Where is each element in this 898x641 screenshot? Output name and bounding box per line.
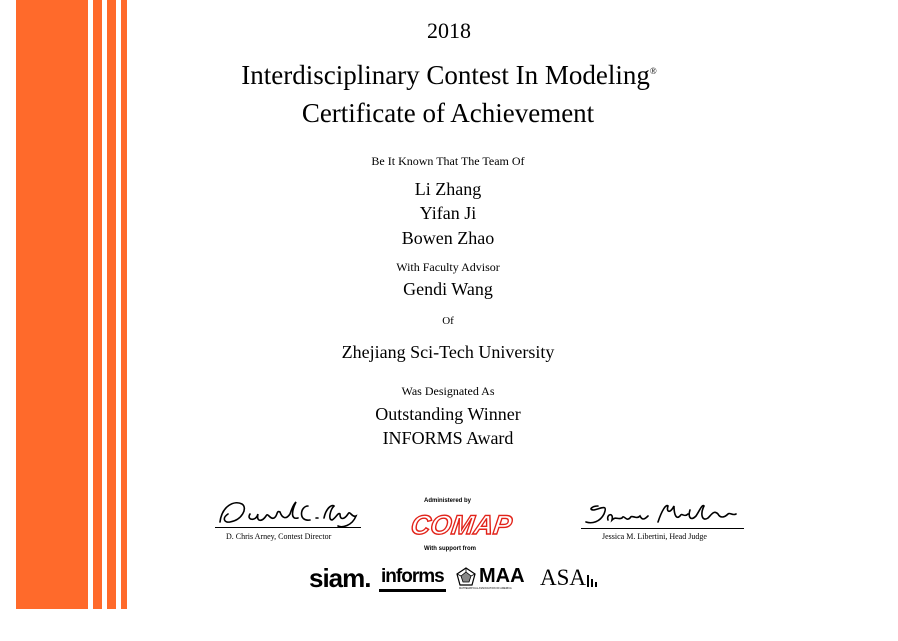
maa-logo-text: MAA: [479, 565, 525, 587]
comap-logo: [409, 505, 514, 541]
asa-logo-text: ASA: [540, 565, 587, 590]
orange-stripe-2: [107, 0, 116, 609]
team-member-3: Bowen Zhao: [401, 228, 495, 248]
team-member-2: Yifan Ji: [419, 203, 477, 223]
administered-by-label: Administered by: [424, 498, 472, 504]
be-it-known-text: Be It Known That The Team Of: [371, 154, 525, 168]
designation: Outstanding Winner: [375, 404, 521, 424]
certificate-year: 2018: [427, 18, 471, 43]
head-judge-caption: Jessica M. Libertini, Head Judge: [602, 532, 707, 541]
with-support-label: With support from: [424, 546, 476, 552]
advisor-label: With Faculty Advisor: [396, 260, 500, 274]
award-name: INFORMS Award: [382, 428, 514, 448]
orange-stripe-3: [121, 0, 127, 609]
institution-name: Zhejiang Sci-Tech University: [341, 342, 555, 362]
maa-polyhedron-icon: [456, 567, 476, 587]
team-member-1: Li Zhang: [414, 179, 482, 199]
orange-stripe-1: [93, 0, 102, 609]
asa-logo: [540, 566, 598, 590]
certificate-title: Certificate of Achievement: [301, 98, 595, 128]
of-label: Of: [442, 315, 454, 327]
siam-logo: siam.: [309, 563, 371, 593]
comap-logo-text: COMAP: [409, 509, 514, 540]
informs-logo: [379, 565, 446, 589]
orange-stripe-wide: [16, 0, 88, 609]
director-caption: D. Chris Arney, Contest Director: [226, 532, 332, 541]
designated-label: Was Designated As: [401, 384, 495, 398]
maa-subtitle: MATHEMATICAL ASSOCIATION OF AMERICA: [459, 587, 512, 590]
asa-bars-icon: [586, 568, 598, 584]
director-signature: [212, 496, 362, 530]
head-judge-signature-line: [581, 528, 744, 529]
contest-name: Interdisciplinary Contest In Modeling: [241, 60, 650, 90]
contest-name-line: [0, 60, 898, 91]
registered-mark: ®: [649, 66, 657, 76]
informs-logo-text: informs: [379, 565, 446, 592]
director-signature-line: [215, 527, 361, 528]
advisor-name: Gendi Wang: [403, 279, 493, 299]
head-judge-signature: [578, 500, 748, 530]
